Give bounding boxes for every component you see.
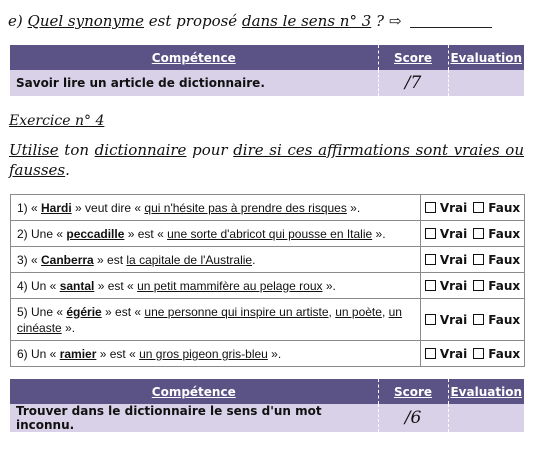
checkbox-faux[interactable] [473,202,484,213]
option-faux-label: Faux [488,312,521,327]
option-faux-label: Faux [488,278,521,293]
exercise-title: Exercice n° 4 [9,113,105,129]
header-score: Score [378,45,448,70]
instruction-text-3: . [65,161,70,179]
option-faux-label: Faux [488,252,521,267]
instruction-object: dictionnaire [94,141,187,159]
question-underlined-2: dans le sens n° 3 [241,12,372,30]
true-false-choice-5 [421,299,525,341]
statement-definition-3: un cinéaste [17,304,402,335]
checkbox-vrai[interactable] [425,202,436,213]
table-row [11,195,525,221]
true-false-choice-3 [421,247,525,273]
header-competence: Compétence [10,45,378,70]
instruction-verb: Utilise [9,141,59,159]
answer-blank[interactable] [410,13,492,28]
instruction-task: dire si ces affirmations sont vraies ou fausses [9,141,525,179]
true-false-choice-6 [421,341,525,367]
true-false-choice-1 [421,195,525,221]
checkbox-vrai[interactable] [425,254,436,265]
statement-2: 2) Une « peccadille » est « une sorte d'abricot qui pousse en Italie ». [11,221,421,247]
checkbox-faux[interactable] [473,228,484,239]
statement-word: peccadille [66,226,125,241]
checkbox-faux[interactable] [473,314,484,325]
statement-5: 5) Une « égérie » est « une personne qui inspire un artiste, un poète, un cinéaste ». [11,299,421,341]
checkbox-vrai[interactable] [425,314,436,325]
competence-label: Savoir lire un article de dictionnaire. [10,70,378,96]
competence-table-top [10,45,524,96]
competence-score: /6 [378,404,448,432]
option-faux-label: Faux [488,346,521,361]
option-vrai-label: Vrai [439,200,468,215]
competence-label: Trouver dans le dictionnaire le sens d'un mot inconnu. [10,404,378,432]
checkbox-vrai[interactable] [425,228,436,239]
checkbox-vrai[interactable] [425,348,436,359]
question-suffix: ? ⇨ [376,12,402,30]
checkbox-vrai[interactable] [425,280,436,291]
competence-score: /7 [378,70,448,96]
statement-6: 6) Un « ramier » est « un gros pigeon gris-bleu ». [11,341,421,367]
statement-definition-2: un poète [335,304,382,319]
table-row [11,247,525,273]
exercise-instruction [9,140,524,180]
statement-3: 3) « Canberra » est la capitale de l'Australie. [11,247,421,273]
statement-word: ramier [59,346,97,361]
checkbox-faux[interactable] [473,254,484,265]
exercise-table [10,194,525,367]
option-vrai-label: Vrai [439,226,468,241]
statement-definition: la capitale de l'Australie [126,252,253,267]
statement-word: Canberra [41,252,94,267]
option-vrai-label: Vrai [439,346,468,361]
question-underlined-1: Quel synonyme [27,12,145,30]
table-row [11,221,525,247]
statement-word: Hardi [41,200,72,215]
option-vrai-label: Vrai [439,278,468,293]
statement-word: santal [59,278,95,293]
table-row [11,299,525,341]
question-line [8,12,528,30]
statement-definition: une sorte d'abricot qui pousse en Italie [167,226,373,241]
statement-definition: une personne qui inspire un artiste [144,304,329,319]
statement-4: 4) Un « santal » est « un petit mammifère au pelage roux ». [11,273,421,299]
competence-evaluation-cell[interactable] [448,404,524,432]
option-faux-label: Faux [488,200,521,215]
header-evaluation: Evaluation [448,379,524,404]
true-false-choice-2 [421,221,525,247]
true-false-choice-4 [421,273,525,299]
competence-evaluation-cell[interactable] [448,70,524,96]
checkbox-faux[interactable] [473,348,484,359]
instruction-text-1: ton [58,141,95,159]
competence-table-bottom [10,379,524,432]
question-middle: est proposé [148,12,238,30]
header-competence: Compétence [10,379,378,404]
statement-1: 1) « Hardi » veut dire « qui n'hésite pas à prendre des risques ». [11,195,421,221]
option-vrai-label: Vrai [439,312,468,327]
instruction-text-2: pour [186,141,234,159]
header-evaluation: Evaluation [448,45,524,70]
statement-definition: qui n'hésite pas à prendre des risques [144,200,347,215]
table-row [11,341,525,367]
statement-word: égérie [66,304,102,319]
option-vrai-label: Vrai [439,252,468,267]
question-prefix: e) [8,12,23,30]
statement-definition: un gros pigeon gris-bleu [139,346,268,361]
option-faux-label: Faux [488,226,521,241]
statement-definition: un petit mammifère au pelage roux [137,278,323,293]
header-score: Score [378,379,448,404]
table-row [11,273,525,299]
checkbox-faux[interactable] [473,280,484,291]
